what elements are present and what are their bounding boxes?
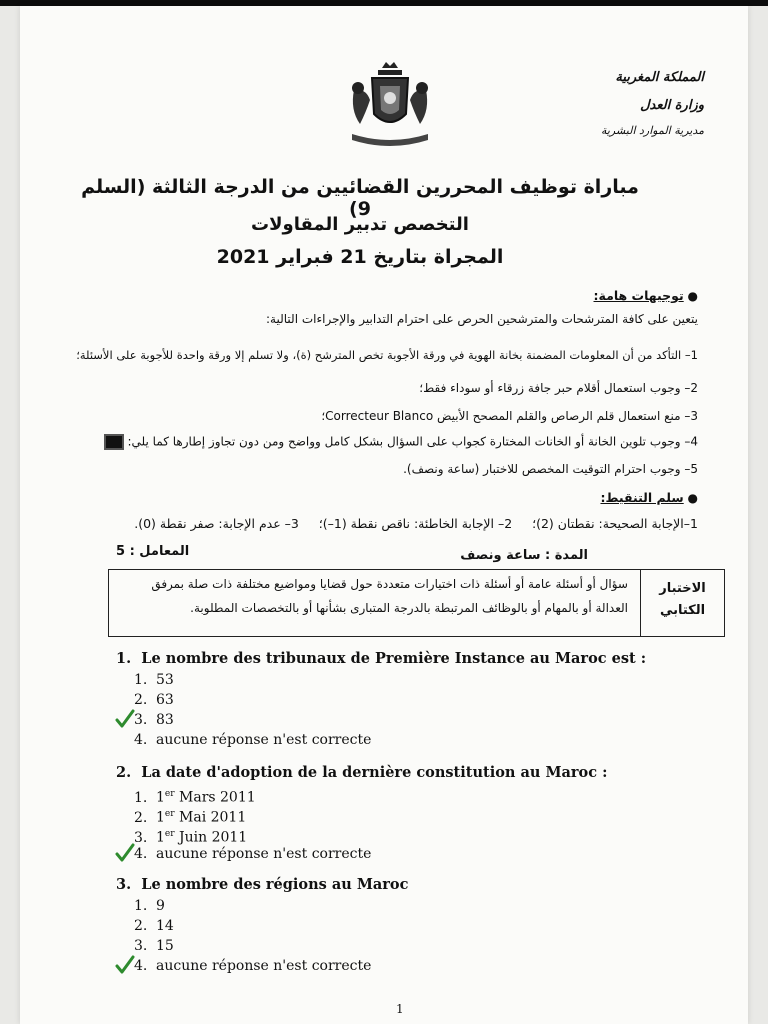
duration: المدة : ساعة ونصف	[460, 548, 588, 563]
option-number: 2.	[134, 918, 148, 934]
exam-description-table	[108, 569, 725, 637]
option-number: 3.	[134, 829, 148, 846]
coat-of-arms-icon	[342, 60, 438, 150]
option-text: 53	[156, 672, 174, 688]
instruction-item-1: 1– التأكد من أن المعلومات المضمنة بخانة الهوية في ورقة الأجوبة تخص المترشح (ة)، ولا تسلم إلا ورقة واحدة للأجوبة على الأسئلة؛	[76, 348, 698, 362]
question-number: 2.	[116, 764, 132, 781]
option-item	[134, 896, 371, 916]
option-number: 4.	[134, 958, 148, 974]
option-day: 1	[156, 809, 165, 826]
filled-box-example-icon	[104, 434, 124, 450]
instruction-item-5: 5– وجوب احترام التوقيت المخصص للاختبار (ساعة ونصف).	[403, 462, 698, 476]
exam-page	[20, 6, 748, 1024]
question-number: 1.	[116, 650, 132, 667]
question-2-prompt	[116, 764, 607, 781]
checkmark-icon	[114, 954, 136, 976]
exam-desc-line2: العدالة أو بالمهام أو بالوظائف المرتبطة بالدرجة المتبارى بشأنها أو بالتخصصات المطلوبة.	[190, 601, 628, 615]
instruction-item-4: 4– وجوب تلوين الخانة أو الخانات المختارة كجواب على السؤال بشكل كامل وواضح ومن دون تجاوز إطارها كما يلي:	[127, 434, 698, 449]
grading-heading: سلم التنقيط:	[600, 490, 684, 505]
question-1-prompt	[116, 650, 646, 667]
specialty-title: التخصص تدبير المقاولات	[251, 214, 469, 235]
exam-type-line2: الكتابي	[659, 603, 706, 618]
question-3-options	[134, 896, 371, 976]
instructions-heading-row: ● توجيهات هامة:	[593, 288, 698, 303]
option-text: 14	[156, 918, 174, 934]
grading-heading-row: ● سلم التنقيط:	[600, 490, 698, 505]
ministry-header	[504, 64, 704, 142]
option-ordinal: er	[164, 789, 175, 799]
question-1-options	[134, 670, 371, 750]
option-item	[134, 804, 371, 824]
option-text: 83	[156, 712, 174, 728]
option-item	[134, 936, 371, 956]
grading-correct: 1–الإجابة الصحيحة: نقطتان (2)؛	[532, 516, 698, 531]
option-item	[134, 824, 371, 844]
instruction-item-2: 2– وجوب استعمال أقلام حبر جافة زرقاء أو سوداء فقط؛	[419, 381, 698, 395]
question-number: 3.	[116, 876, 132, 893]
option-text: 9	[156, 898, 165, 914]
option-text: aucune réponse n'est correcte	[156, 732, 372, 748]
option-text: aucune réponse n'est correcte	[156, 846, 372, 862]
option-number: 4.	[134, 846, 148, 862]
ministry-line: وزارة العدل	[640, 98, 704, 113]
option-number: 3.	[134, 712, 148, 728]
option-item	[134, 690, 371, 710]
option-number: 1.	[134, 672, 148, 688]
option-item	[134, 710, 371, 730]
option-item	[134, 730, 371, 750]
question-text: Le nombre des tribunaux de Première Instance au Maroc est :	[141, 650, 647, 667]
checkmark-icon	[114, 708, 136, 730]
option-number: 1.	[134, 898, 148, 914]
option-day: 1	[156, 829, 165, 846]
option-number: 1.	[134, 789, 148, 806]
option-text: Mars 2011	[174, 789, 256, 806]
exam-desc-cell	[109, 570, 638, 636]
grading-wrong: 2– الإجابة الخاطئة: ناقص نقطة (1–)؛	[318, 516, 513, 531]
option-text: 15	[156, 938, 174, 954]
question-3-prompt	[116, 876, 408, 893]
kingdom-line: المملكة المغربية	[615, 70, 704, 85]
option-number: 2.	[134, 809, 148, 826]
instruction-item-3: 3– منع استعمال قلم الرصاص والقلم المصحح الأبيض Correcteur Blanco؛	[321, 409, 698, 423]
exam-desc-line1: سؤال أو أسئلة عامة أو أسئلة ذات اختيارات متعددة حول قضايا ومواضيع مختلفة ذات صلة بمرفق	[151, 577, 628, 591]
question-2-options	[134, 784, 371, 864]
page-number: 1	[396, 1002, 404, 1016]
option-item	[134, 916, 371, 936]
exam-date-title: المجراة بتاريخ 21 فبراير 2021	[216, 246, 504, 268]
option-item	[134, 844, 371, 864]
option-text: aucune réponse n'est correcte	[156, 958, 372, 974]
instructions-heading: توجيهات هامة:	[593, 288, 684, 303]
option-number: 2.	[134, 692, 148, 708]
question-text: Le nombre des régions au Maroc	[141, 876, 409, 893]
grading-none: 3– عدم الإجابة: صفر نقطة (0).	[134, 516, 299, 531]
question-text: La date d'adoption de la dernière constitution au Maroc :	[141, 764, 608, 781]
exam-title: مباراة توظيف المحررين القضائيين من الدرجة الثالثة (السلم 9)	[81, 176, 639, 220]
coefficient: المعامل : 5	[116, 544, 190, 559]
checkmark-icon	[114, 842, 136, 864]
directorate-line: مديرية الموارد البشرية	[600, 124, 704, 137]
exam-type-cell	[640, 570, 724, 636]
option-number: 4.	[134, 732, 148, 748]
instruction-item-4-row	[100, 434, 698, 450]
option-text: Juin 2011	[174, 829, 248, 846]
option-day: 1	[156, 789, 165, 806]
option-ordinal: er	[164, 809, 175, 819]
option-text: 63	[156, 692, 174, 708]
exam-type-line1: الاختبار	[659, 581, 706, 596]
option-item	[134, 784, 371, 804]
option-number: 3.	[134, 938, 148, 954]
option-item	[134, 956, 371, 976]
option-ordinal: er	[164, 829, 175, 839]
instructions-intro: يتعين على كافة المترشحات والمترشحين الحرص على احترام التدابير والإجراءات التالية:	[266, 312, 698, 326]
option-item	[134, 670, 371, 690]
grading-scale	[134, 516, 698, 531]
option-text: Mai 2011	[174, 809, 247, 826]
